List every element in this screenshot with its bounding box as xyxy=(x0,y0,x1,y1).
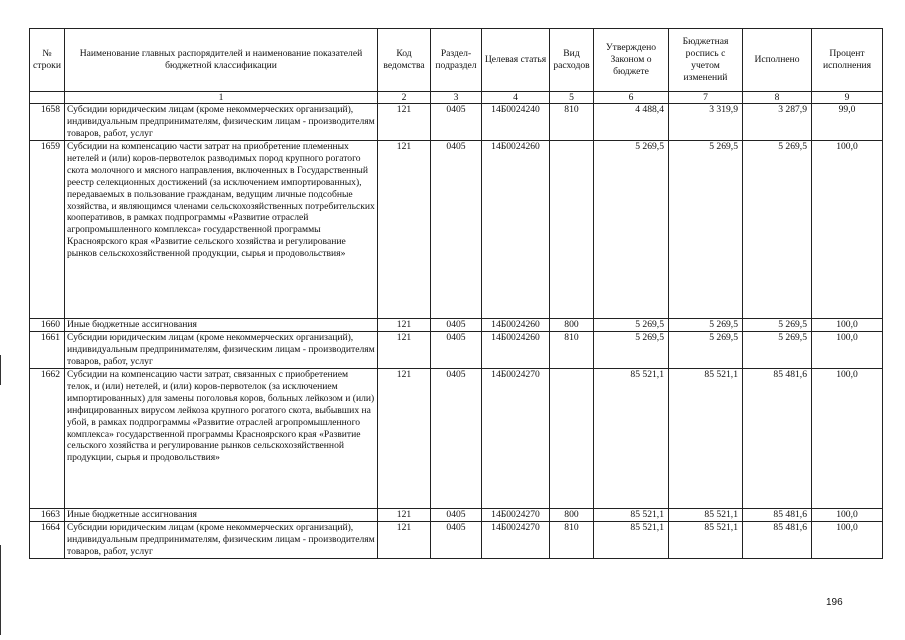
executed-amount: 85 481,6 xyxy=(743,509,812,522)
row-name: Субсидии юридическим лицам (кроме некоммерческих организаций), индивидуальным предпринимателям, физическим лицам - производителям товаров, работ, услуг xyxy=(65,332,378,369)
approved-amount: 85 521,1 xyxy=(594,522,669,559)
column-number: 5 xyxy=(550,92,594,104)
header-section: Раздел-подраздел xyxy=(431,29,482,92)
row-number: 1660 xyxy=(30,319,65,332)
execution-percent: 100,0 xyxy=(812,369,883,509)
expense-type: 810 xyxy=(550,522,594,559)
row-number: 1658 xyxy=(30,104,65,141)
row-number: 1663 xyxy=(30,509,65,522)
header-executed: Исполнено xyxy=(743,29,812,92)
page-number: 196 xyxy=(826,597,843,608)
section-code: 0405 xyxy=(431,509,482,522)
column-number: 3 xyxy=(431,92,482,104)
budget-execution-table xyxy=(29,28,883,559)
department-code: 121 xyxy=(378,509,431,522)
header-approved: Утверждено Законом о бюджете xyxy=(594,29,669,92)
execution-percent: 100,0 xyxy=(812,509,883,522)
budget-amount: 85 521,1 xyxy=(669,509,743,522)
department-code: 121 xyxy=(378,369,431,509)
table-row xyxy=(30,369,883,509)
executed-amount: 5 269,5 xyxy=(743,319,812,332)
execution-percent: 99,0 xyxy=(812,104,883,141)
target-article: 14Б0024260 xyxy=(482,332,550,369)
approved-amount: 5 269,5 xyxy=(594,319,669,332)
expense-type: 810 xyxy=(550,104,594,141)
budget-amount: 85 521,1 xyxy=(669,369,743,509)
section-code: 0405 xyxy=(431,104,482,141)
table-header-row xyxy=(30,29,883,92)
executed-amount: 5 269,5 xyxy=(743,141,812,319)
row-number: 1661 xyxy=(30,332,65,369)
column-number-row xyxy=(30,92,883,104)
scan-margin-line xyxy=(0,355,1,385)
row-name: Иные бюджетные ассигнования xyxy=(65,319,378,332)
department-code: 121 xyxy=(378,319,431,332)
budget-report-sheet xyxy=(29,28,883,559)
header-target-article: Целевая статья xyxy=(482,29,550,92)
table-row xyxy=(30,319,883,332)
executed-amount: 85 481,6 xyxy=(743,369,812,509)
row-name: Субсидии на компенсацию части затрат, связанных с приобретением телок, и (или) нетелей, и (или) коров-первотелок (за исключением импортированных) для замены поголовья коров, больных лейкозом и (или) инфицированных вирусом лейкоза крупного рогатого скота, выбывших на убой, в рамках подпрограммы «Развитие отраслей агропромышленного комплекса» государственной программы Красноярского края «Развитие сельского хозяйства и регулирование рынков сельскохозяйственной продукции, сырья и продовольствия» xyxy=(65,369,378,509)
execution-percent: 100,0 xyxy=(812,522,883,559)
expense-type: 800 xyxy=(550,509,594,522)
table-row xyxy=(30,509,883,522)
execution-percent: 100,0 xyxy=(812,319,883,332)
column-number: 8 xyxy=(743,92,812,104)
section-code: 0405 xyxy=(431,141,482,319)
execution-percent: 100,0 xyxy=(812,332,883,369)
column-number: 1 xyxy=(65,92,378,104)
row-number: 1664 xyxy=(30,522,65,559)
column-number: 9 xyxy=(812,92,883,104)
scan-margin-line xyxy=(0,545,1,635)
table-row xyxy=(30,522,883,559)
header-budget-schedule: Бюджетная роспись с учетом изменений xyxy=(669,29,743,92)
row-name: Иные бюджетные ассигнования xyxy=(65,509,378,522)
section-code: 0405 xyxy=(431,319,482,332)
header-percent: Процент исполнения xyxy=(812,29,883,92)
budget-amount: 5 269,5 xyxy=(669,332,743,369)
column-number: 7 xyxy=(669,92,743,104)
budget-amount: 5 269,5 xyxy=(669,319,743,332)
column-number xyxy=(30,92,65,104)
expense-type: 800 xyxy=(550,319,594,332)
section-code: 0405 xyxy=(431,369,482,509)
executed-amount: 85 481,6 xyxy=(743,522,812,559)
header-department-code: Код ведомства xyxy=(378,29,431,92)
approved-amount: 4 488,4 xyxy=(594,104,669,141)
column-number: 6 xyxy=(594,92,669,104)
table-row xyxy=(30,332,883,369)
approved-amount: 5 269,5 xyxy=(594,141,669,319)
execution-percent: 100,0 xyxy=(812,141,883,319)
column-number: 4 xyxy=(482,92,550,104)
target-article: 14Б0024260 xyxy=(482,319,550,332)
section-code: 0405 xyxy=(431,522,482,559)
row-number: 1659 xyxy=(30,141,65,319)
department-code: 121 xyxy=(378,141,431,319)
expense-type: 810 xyxy=(550,332,594,369)
target-article: 14Б0024260 xyxy=(482,141,550,319)
table-row xyxy=(30,104,883,141)
target-article: 14Б0024270 xyxy=(482,509,550,522)
row-name: Субсидии юридическим лицам (кроме некоммерческих организаций), индивидуальным предпринимателям, физическим лицам - производителям товаров, работ, услуг xyxy=(65,104,378,141)
approved-amount: 85 521,1 xyxy=(594,369,669,509)
budget-amount: 5 269,5 xyxy=(669,141,743,319)
header-name: Наименование главных распорядителей и наименование показателей бюджетной классификации xyxy=(65,29,378,92)
column-number: 2 xyxy=(378,92,431,104)
executed-amount: 3 287,9 xyxy=(743,104,812,141)
target-article: 14Б0024270 xyxy=(482,369,550,509)
department-code: 121 xyxy=(378,104,431,141)
row-number: 1662 xyxy=(30,369,65,509)
approved-amount: 85 521,1 xyxy=(594,509,669,522)
row-name: Субсидии юридическим лицам (кроме некоммерческих организаций), индивидуальным предпринимателям, физическим лицам - производителям товаров, работ, услуг xyxy=(65,522,378,559)
header-expense-type: Вид расходов xyxy=(550,29,594,92)
department-code: 121 xyxy=(378,332,431,369)
expense-type xyxy=(550,141,594,319)
budget-amount: 3 319,9 xyxy=(669,104,743,141)
executed-amount: 5 269,5 xyxy=(743,332,812,369)
row-name: Субсидии на компенсацию части затрат на приобретение племенных нетелей и (или) коров-первотелок разводимых пород крупного рогатого скота молочного и мясного направления, включенных в Государственный реестр селекционных достижений (за исключением импортированных), передаваемых в пользование гражданам, ведущим личные подсобные хозяйства, и являющимся членами сельскохозяйственных потребительских кооперативов, в рамках подпрограммы «Развитие отраслей агропромышленного комплекса» государственной программы Красноярского края «Развитие сельского хозяйства и регулирование рынков сельскохозяйственной продукции, сырья и продовольствия» xyxy=(65,141,378,319)
department-code: 121 xyxy=(378,522,431,559)
expense-type xyxy=(550,369,594,509)
target-article: 14Б0024240 xyxy=(482,104,550,141)
header-row-number: № строки xyxy=(30,29,65,92)
target-article: 14Б0024270 xyxy=(482,522,550,559)
budget-amount: 85 521,1 xyxy=(669,522,743,559)
section-code: 0405 xyxy=(431,332,482,369)
table-row xyxy=(30,141,883,319)
approved-amount: 5 269,5 xyxy=(594,332,669,369)
